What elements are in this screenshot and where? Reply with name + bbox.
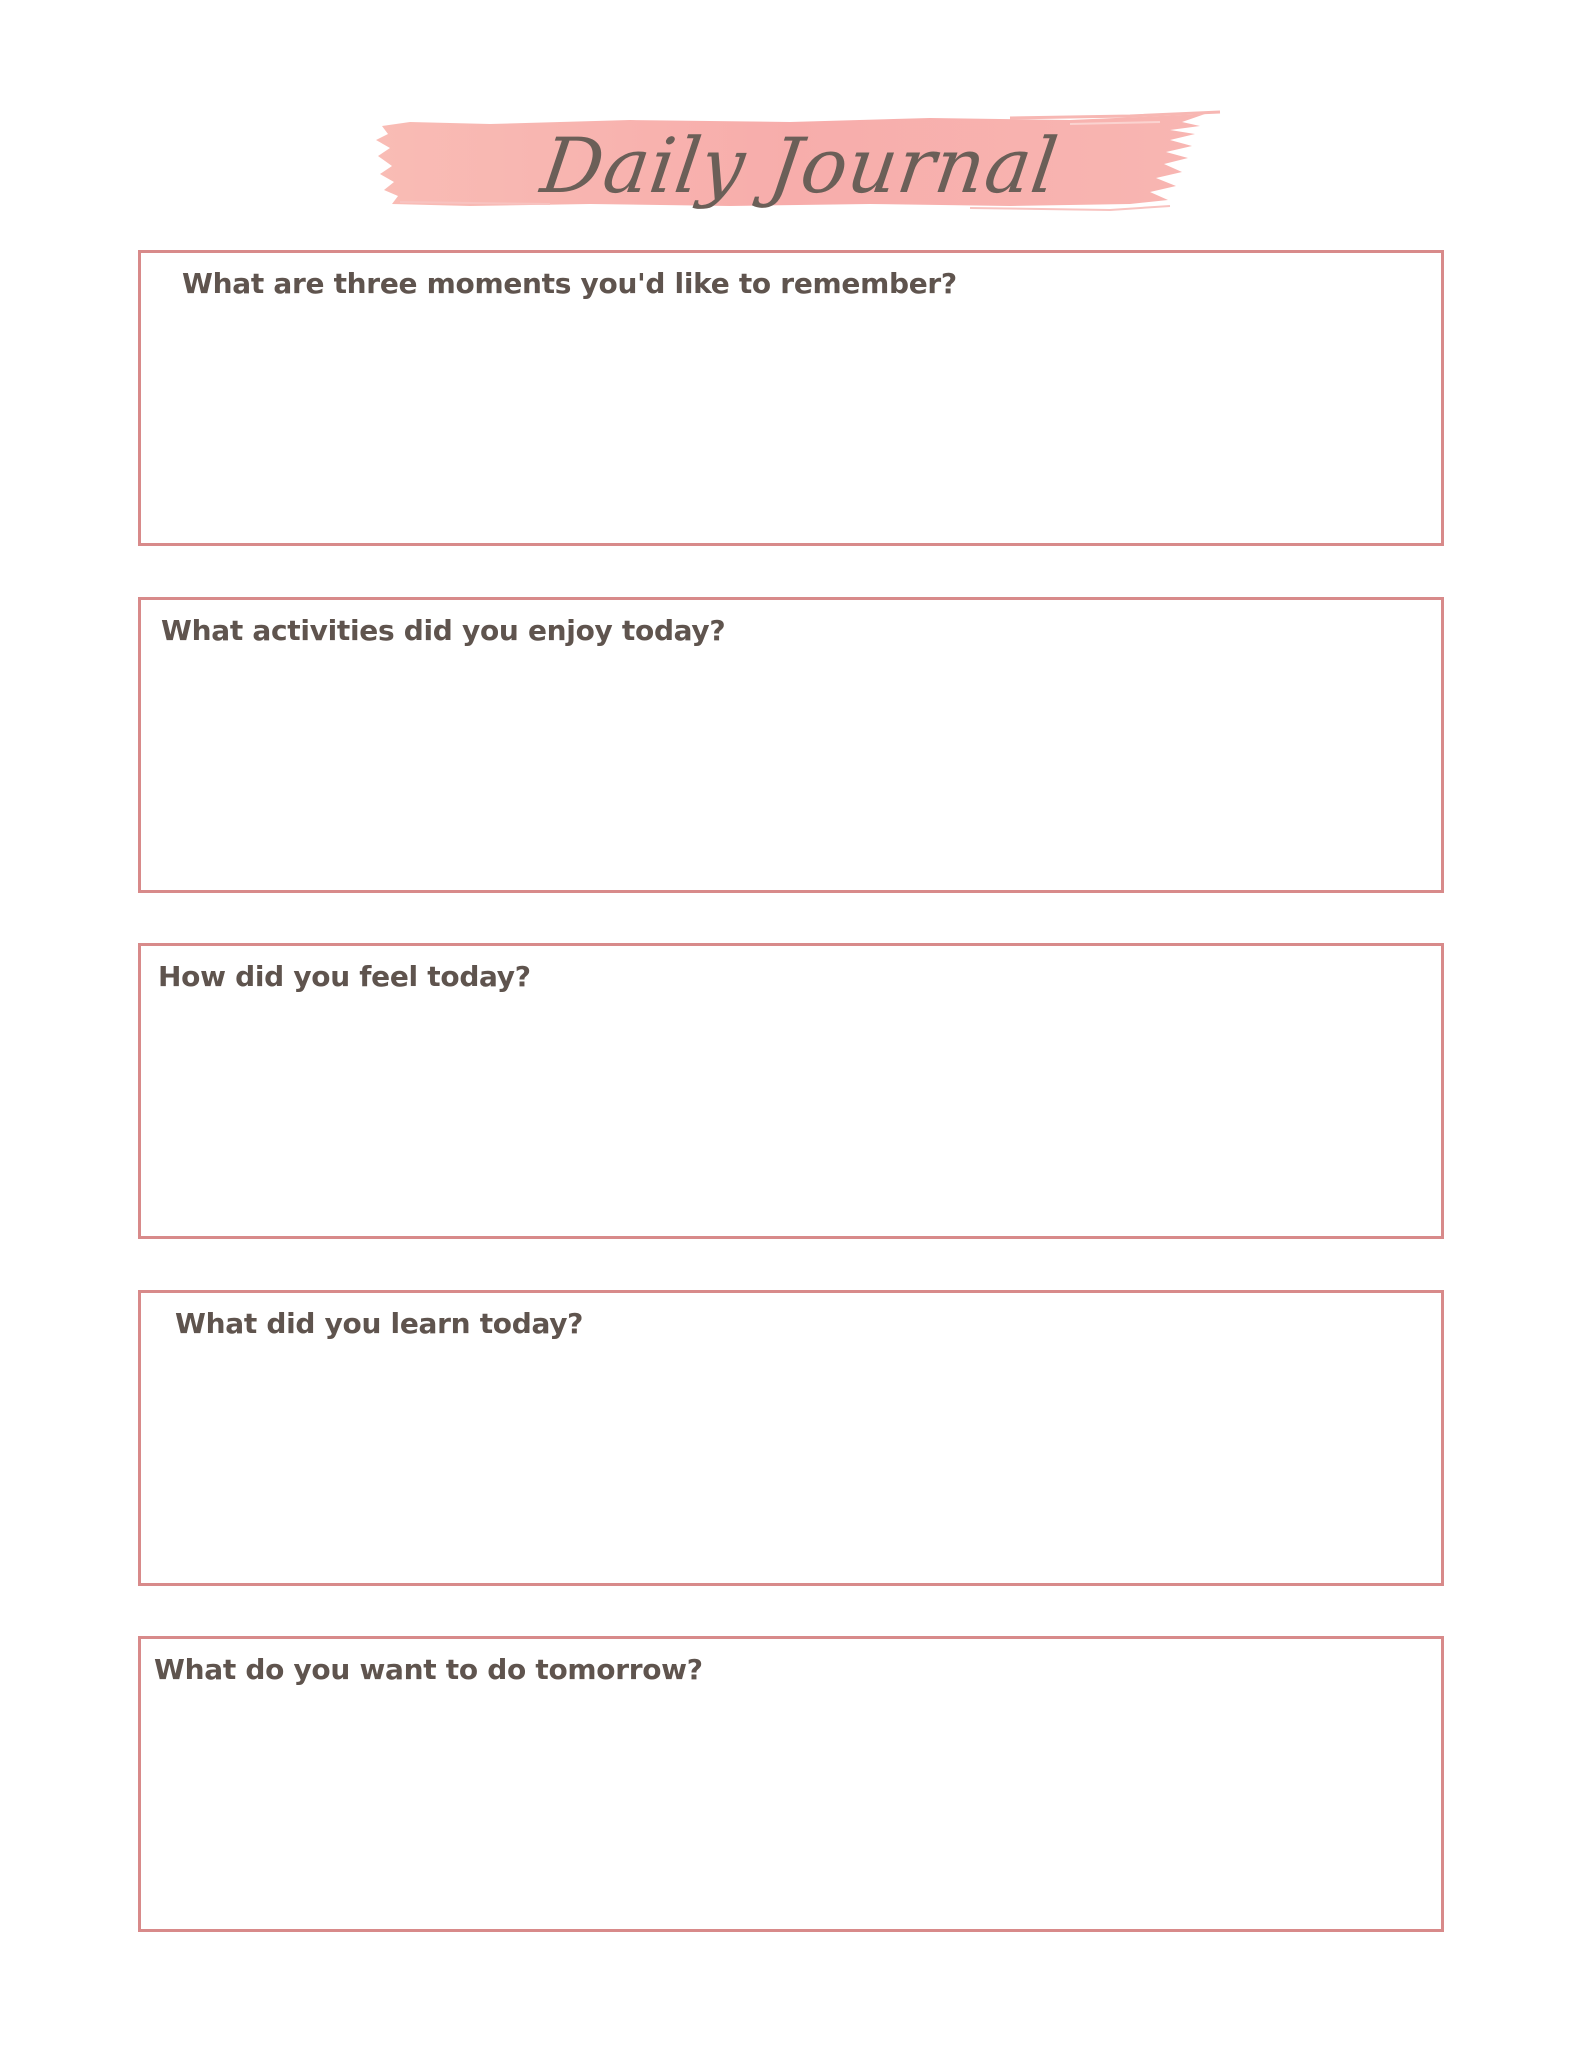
prompt-label: What did you learn today? [175,1307,584,1340]
journal-entry-area[interactable] [155,1707,1427,1915]
prompt-label: What are three moments you'd like to remember? [182,267,957,300]
journal-prompt-box [138,1636,1444,1932]
journal-entry-area[interactable] [155,321,1427,529]
prompt-label: What activities did you enjoy today? [161,614,726,647]
journal-prompt-box [138,250,1444,546]
page-title: Daily Journal [536,120,1064,210]
journal-prompt-box [138,943,1444,1239]
journal-prompt-box [138,597,1444,893]
journal-prompt-box [138,1290,1444,1586]
journal-entry-area[interactable] [155,1361,1427,1569]
journal-entry-area[interactable] [155,1014,1427,1222]
prompt-label: How did you feel today? [158,960,531,993]
journal-entry-area[interactable] [155,668,1427,876]
header [370,100,1230,230]
prompt-label: What do you want to do tomorrow? [154,1653,703,1686]
